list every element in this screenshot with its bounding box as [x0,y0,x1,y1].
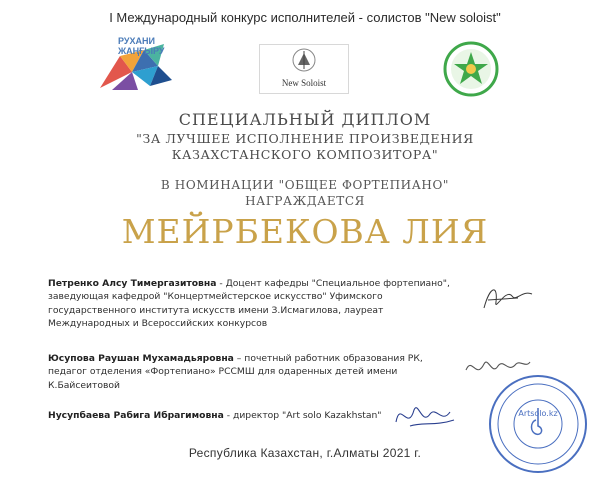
jury-line: заведующая кафедрой "Концертмейстерское искусство" Уфимского [48,291,383,303]
signature-3 [392,396,462,436]
jury-member-3 [48,409,382,422]
star-people-icon [440,40,502,98]
green-circle-emblem [440,40,502,98]
jury-member-2 [48,352,423,392]
diploma-subtitle-line2: КАЗАХСТАНСКОГО КОМПОЗИТОРА" [171,147,439,162]
awarded-text: НАГРАЖДАЕТСЯ [245,194,365,208]
footer-location: Республика Казахстан, г.Алматы 2021 г. [188,446,422,460]
diploma-subtitle-line1: "ЗА ЛУЧШЕЕ ИСПОЛНЕНИЕ ПРОИЗВЕДЕНИЯ [136,131,474,146]
jury-line: К.Байсеитовой [48,379,121,391]
jury-name: Нусупбаева Рабига Ибрагимовна [48,410,224,421]
jury-line: государственного института искусств имени З.Исмагилова, лауреат [48,304,384,316]
jury-member-1 [48,277,450,331]
jury-line: педагог отделения «Фортепиано» РССМШ для одаренных детей имени [48,366,398,378]
diploma-title: СПЕЦИАЛЬНЫЙ ДИПЛОМ [178,110,432,129]
stamp-seal-icon [486,372,590,476]
jury-line: - директор "Art solo Kazakhstan" [223,410,382,421]
signature-1 [478,278,538,318]
jury-name: Петренко Алсу Тимергазитовна [48,278,217,289]
new-soloist-logo [259,44,349,94]
jury-name: Юсупова Раушан Мухамадьяровна [48,353,234,364]
violin-emblem-icon [260,45,348,75]
organization-stamp [486,372,590,476]
jury-line: Международных и Всероссийских конкурсов [48,318,268,330]
rukhani-zhangyru-logo [92,36,182,96]
nomination-text: В НОМИНАЦИИ "ОБЩЕЕ ФОРТЕПИАНО" [160,178,450,192]
new-soloist-label: New Soloist [281,78,327,88]
svg-text:Artsolo.kz: Artsolo.kz [518,409,558,418]
recipient-name: МЕЙРБЕКОВА ЛИЯ [121,212,489,251]
jury-line: – почетный работник образования РК, [233,353,423,364]
jury-line: - Доцент кафедры "Специальное фортепиано", [216,278,450,289]
logo-text-line1: РУХАНИ [118,36,155,46]
contest-title: I Международный конкурс исполнителей - солистов "New soloist" [109,10,501,25]
logo-text-line2: ЖАҢҒЫРУ [118,46,165,56]
